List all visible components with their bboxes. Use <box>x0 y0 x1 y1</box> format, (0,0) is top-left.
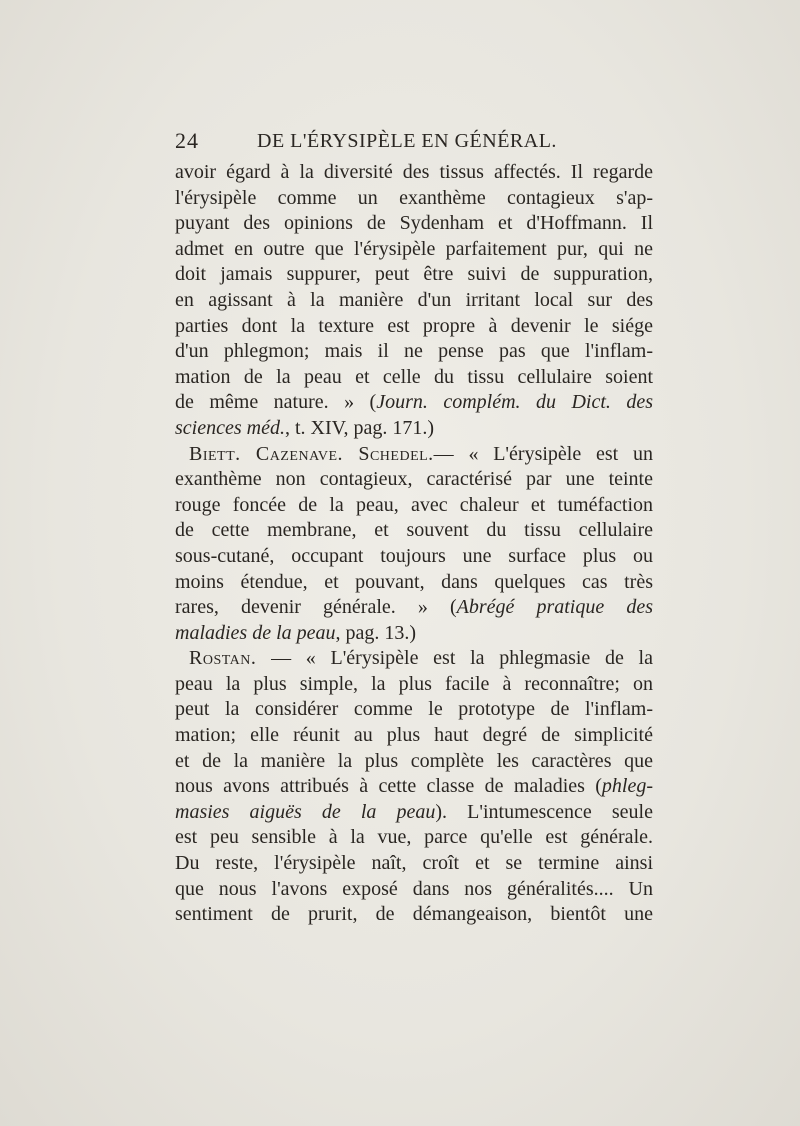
text-line: de même nature. » (Journ. complém. du Dict. des <box>175 391 654 414</box>
text-line: en agissant à la manière d'un irritant local sur des <box>175 288 653 311</box>
text-line: nous avons attribués à cette classe de maladies (phleg- <box>175 775 653 798</box>
text-line: avoir égard à la diversité des tissus affectés. Il regarde <box>175 161 653 183</box>
text-line: peut la considérer comme le prototype de l'inflam- <box>175 698 653 721</box>
text-line: sciences méd., t. XIV, pag. 171.) <box>175 416 435 439</box>
body-text <box>175 160 653 928</box>
text-line: exanthème non contagieux, caractérisé par une teinte <box>175 468 653 491</box>
text-line: Rostan. — « L'érysipèle est la phlegmasie de la <box>189 647 653 670</box>
text-line: de cette membrane, et souvent du tissu cellulaire <box>175 519 653 542</box>
text-line: sentiment de prurit, de démangeaison, bientôt une <box>175 903 653 926</box>
text-line: admet en outre que l'érysipèle parfaitement pur, qui ne <box>175 237 653 260</box>
text-line: et de la manière la plus complète les caractères que <box>175 749 653 772</box>
page-number: 24 <box>175 128 199 153</box>
running-title: DE L'ÉRYSIPÈLE EN GÉNÉRAL. <box>257 130 557 152</box>
text-line: l'érysipèle comme un exanthème contagieux s'ap- <box>175 186 653 209</box>
author-names: Biett. Cazenave. Schedel. <box>189 442 434 465</box>
text-line: masies aiguës de la peau). L'intumescence seule <box>175 800 653 823</box>
page-header <box>175 128 655 160</box>
citation-title: masies aiguës de la peau <box>175 800 436 823</box>
text-line: d'un phlegmon; mais il ne pense pas que l'inflam- <box>175 340 653 363</box>
text-line: maladies de la peau, pag. 13.) <box>175 621 417 644</box>
text-line: moins étendue, et pouvant, dans quelques cas très <box>175 570 653 593</box>
text-line: mation; elle réunit au plus haut degré de simplicité <box>175 724 653 747</box>
citation-title: Abrégé pratique des <box>456 596 653 619</box>
text-line: parties dont la texture est propre à devenir le siége <box>175 314 653 337</box>
citation-title: Journ. complém. du Dict. des <box>376 391 654 414</box>
text-line: sous-cutané, occupant toujours une surface plus ou <box>175 544 653 567</box>
text-line: Biett. Cazenave. Schedel.— « L'érysipèle est un <box>189 442 653 465</box>
text-line: puyant des opinions de Sydenham et d'Hoffmann. Il <box>175 212 653 235</box>
text-line: peau la plus simple, la plus facile à reconnaître; on <box>175 672 653 695</box>
text-line: rouge foncée de la peau, avec chaleur et tuméfaction <box>175 493 653 516</box>
text-line: Du reste, l'érysipèle naît, croît et se termine ainsi <box>175 852 653 875</box>
citation-title: sciences méd. <box>175 416 285 439</box>
author-names: Rostan. <box>189 647 257 670</box>
citation-title: maladies de la peau <box>175 621 336 644</box>
text-line: doit jamais suppurer, peut être suivi de suppuration, <box>175 263 653 286</box>
citation-title: phleg- <box>601 775 653 798</box>
text-line: est peu sensible à la vue, parce qu'elle est générale. <box>175 826 653 849</box>
text-line: que nous l'avons exposé dans nos généralités.... Un <box>175 877 653 900</box>
text-line: mation de la peau et celle du tissu cellulaire soient <box>175 365 653 388</box>
text-line: rares, devenir générale. » (Abrégé pratique des <box>175 596 653 619</box>
